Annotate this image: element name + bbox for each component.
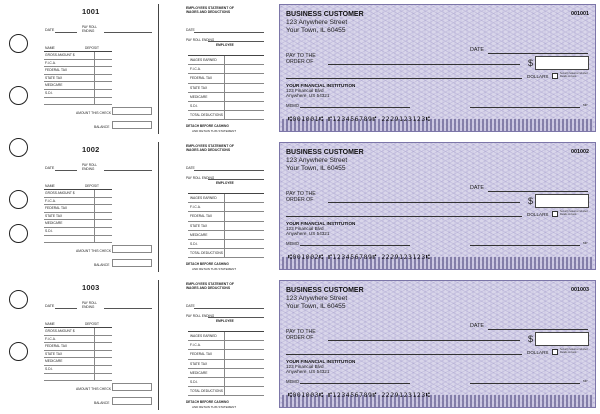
statement-row: MEDICARE [188, 231, 264, 240]
payee-field[interactable] [328, 64, 520, 65]
business-name: BUSINESS CUSTOMER [286, 287, 364, 294]
dollars-label: DOLLARS [527, 74, 549, 79]
statement-row: STATE TAX [188, 360, 264, 369]
business-name: BUSINESS CUSTOMER [286, 11, 364, 18]
statement-row: FEDERAL TAX [188, 350, 264, 359]
stub-payroll-line[interactable] [104, 32, 152, 33]
statement-row: STATE TAX [188, 222, 264, 231]
micr-line: ⑆001003⑆ ⑈123456789⑈ 2229123123⑆ [288, 391, 431, 399]
check-number: 001002 [571, 149, 589, 155]
statement-row: S.D.I. [188, 378, 264, 387]
check-date-field[interactable] [488, 53, 588, 54]
perforation-line [158, 142, 159, 272]
ledger-row: F.I.C.A. [44, 198, 112, 206]
check-date-label: DATE [470, 47, 484, 53]
statement-date-label: DATE [186, 28, 195, 32]
statement-payroll-line[interactable] [208, 41, 264, 42]
binder-hole-icon [9, 342, 28, 361]
stub-balance-box[interactable] [112, 121, 152, 129]
statement-title: EMPLOYEES STATEMENT OF WAGES AND DEDUCTIONS [186, 144, 234, 152]
stub-number: 1002 [82, 145, 100, 154]
ledger-row: F.I.C.A. [44, 336, 112, 344]
ledger-row: STATE TAX [44, 351, 112, 359]
ledger-row: STATE TAX [44, 75, 112, 83]
stub-number: 1001 [82, 7, 100, 16]
stub-amount-label: AMOUNT THIS CHECK [76, 111, 112, 115]
ledger-row: S.D.I. [44, 366, 112, 374]
binder-hole-icon [9, 34, 28, 53]
ledger-row: GROSS AMOUNT $ [44, 328, 112, 336]
memo-field[interactable] [300, 383, 410, 384]
payee-field[interactable] [328, 340, 520, 341]
ledger-row [44, 236, 112, 244]
check-date-label: DATE [470, 323, 484, 329]
dollar-sign: $ [528, 58, 534, 68]
stub-name-label: NAME [45, 184, 55, 188]
retain-label: AND RETAIN THIS STATEMENT [192, 267, 237, 271]
statement-employee-label: EMPLOYEE [216, 181, 234, 185]
stub-date-line[interactable] [55, 32, 77, 33]
statement-row: TOTAL DEDUCTIONS [188, 387, 264, 396]
statement-row: MEDICARE [188, 93, 264, 102]
detach-label: DETACH BEFORE CASHING [186, 124, 229, 128]
stub-payroll-label: PAY ROLL ENDING [82, 163, 97, 171]
ledger-row: FEDERAL TAX [44, 205, 112, 213]
amount-words-field[interactable] [286, 216, 522, 217]
check-date-field[interactable] [488, 191, 588, 192]
statement-row: F.I.C.A. [188, 203, 264, 212]
employee-statement [158, 0, 270, 138]
stub-deposit-label: DEPOSIT [85, 322, 99, 326]
binder-hole-icon [9, 138, 28, 157]
statement-row: F.I.C.A. [188, 65, 264, 74]
stub-payroll-line[interactable] [104, 308, 152, 309]
business-address: 123 Anywhere Street Your Town, IL 60455 [286, 157, 348, 172]
binder-hole-icon [9, 190, 28, 209]
memo-label: MEMO [286, 241, 300, 246]
statement-date-label: DATE [186, 304, 195, 308]
statement-employee-label: EMPLOYEE [216, 43, 234, 47]
stub-amount-label: AMOUNT THIS CHECK [76, 249, 112, 253]
lock-icon [552, 349, 558, 355]
mp-label: MP [583, 103, 588, 107]
ledger-row [44, 374, 112, 382]
stub-payroll-line[interactable] [104, 170, 152, 171]
statement-row: FEDERAL TAX [188, 74, 264, 83]
check-stub [42, 0, 156, 138]
ledger-row: FEDERAL TAX [44, 343, 112, 351]
dollar-sign: $ [528, 334, 534, 344]
signature-field[interactable] [470, 245, 580, 246]
ledger-row: GROSS AMOUNT $ [44, 190, 112, 198]
statement-date-line[interactable] [194, 308, 264, 309]
stub-balance-box[interactable] [112, 397, 152, 405]
stub-amount-label: AMOUNT THIS CHECK [76, 387, 112, 391]
stub-date-line[interactable] [55, 308, 77, 309]
security-features-text: Security features included. Details on back. [560, 72, 589, 78]
stub-deposit-label: DEPOSIT [85, 46, 99, 50]
amount-words-field[interactable] [286, 78, 522, 79]
stub-date-label: DATE [45, 304, 55, 308]
lock-icon [552, 211, 558, 217]
ledger-row: F.I.C.A. [44, 60, 112, 68]
amount-box[interactable] [535, 332, 589, 346]
stub-balance-box[interactable] [112, 259, 152, 267]
statement-payroll-line[interactable] [208, 179, 264, 180]
pay-to-label: PAY TO THE ORDER OF [286, 329, 316, 341]
statement-payroll-line[interactable] [208, 317, 264, 318]
business-address: 123 Anywhere Street Your Town, IL 60455 [286, 295, 348, 310]
stub-ledger-table [44, 51, 112, 105]
stub-date-label: DATE [45, 166, 55, 170]
ledger-row [44, 98, 112, 106]
ledger-row: MEDICARE [44, 220, 112, 228]
binder-hole-icon [9, 86, 28, 105]
bank-name: YOUR FINANCIAL INSTITUTION [286, 359, 356, 364]
stub-ledger-table [44, 189, 112, 243]
ledger-row: S.D.I. [44, 90, 112, 98]
check [279, 280, 596, 408]
business-address: 123 Anywhere Street Your Town, IL 60455 [286, 19, 348, 34]
stub-date-line[interactable] [55, 170, 77, 171]
amount-box[interactable] [535, 56, 589, 70]
ledger-row: S.D.I. [44, 228, 112, 236]
stub-name-label: NAME [45, 46, 55, 50]
stub-amount-box[interactable] [112, 383, 152, 391]
stub-balance-label: BALANCE [94, 263, 110, 267]
memo-field[interactable] [300, 245, 410, 246]
statement-table [188, 55, 264, 120]
statement-row: WAGES EARNED [188, 332, 264, 341]
statement-date-label: DATE [186, 166, 195, 170]
statement-row: STATE TAX [188, 84, 264, 93]
perforation-line [158, 4, 159, 134]
employee-statement [158, 138, 270, 276]
check [279, 4, 596, 132]
memo-label: MEMO [286, 103, 300, 108]
bank-address: 123 Financial Blvd Anywhere, US 54321 [286, 88, 330, 99]
perforation-line [158, 280, 159, 410]
business-name: BUSINESS CUSTOMER [286, 149, 364, 156]
stub-number: 1003 [82, 283, 100, 292]
statement-title: EMPLOYEES STATEMENT OF WAGES AND DEDUCTIONS [186, 282, 234, 290]
pay-to-label: PAY TO THE ORDER OF [286, 191, 316, 203]
statement-payroll-label: PAY ROLL ENDING [186, 176, 215, 180]
check-stub [42, 276, 156, 414]
mp-label: MP [583, 241, 588, 245]
mp-label: MP [583, 379, 588, 383]
binder-hole-icon [9, 290, 28, 309]
statement-row: S.D.I. [188, 240, 264, 249]
stub-balance-label: BALANCE [94, 125, 110, 129]
ledger-row: MEDICARE [44, 358, 112, 366]
statement-row: FEDERAL TAX [188, 212, 264, 221]
stub-date-label: DATE [45, 28, 55, 32]
ledger-row: FEDERAL TAX [44, 67, 112, 75]
statement-employee-label: EMPLOYEE [216, 319, 234, 323]
statement-row: TOTAL DEDUCTIONS [188, 249, 264, 258]
stub-deposit-label: DEPOSIT [85, 184, 99, 188]
check-row-1 [0, 0, 600, 138]
check-number: 001001 [571, 11, 589, 17]
signature-field[interactable] [470, 383, 580, 384]
statement-row: MEDICARE [188, 369, 264, 378]
amount-box[interactable] [535, 194, 589, 208]
memo-field[interactable] [300, 107, 410, 108]
stub-amount-box[interactable] [112, 107, 152, 115]
detach-label: DETACH BEFORE CASHING [186, 400, 229, 404]
statement-row: WAGES EARNED [188, 194, 264, 203]
statement-date-line[interactable] [194, 32, 264, 33]
micr-line: ⑆001002⑆ ⑈123456789⑈ 2229123123⑆ [288, 253, 431, 261]
statement-table [188, 193, 264, 258]
statement-row: S.D.I. [188, 102, 264, 111]
bank-name: YOUR FINANCIAL INSTITUTION [286, 221, 356, 226]
dollars-label: DOLLARS [527, 212, 549, 217]
statement-payroll-label: PAY ROLL ENDING [186, 38, 215, 42]
signature-field[interactable] [470, 107, 580, 108]
statement-date-line[interactable] [194, 170, 264, 171]
statement-row: F.I.C.A. [188, 341, 264, 350]
check-stub [42, 138, 156, 276]
ledger-row: GROSS AMOUNT $ [44, 52, 112, 60]
security-features-text: Security features included. Details on back. [560, 210, 589, 216]
retain-label: AND RETAIN THIS STATEMENT [192, 129, 237, 133]
amount-words-field[interactable] [286, 354, 522, 355]
lock-icon [552, 73, 558, 79]
check-date-field[interactable] [488, 329, 588, 330]
check [279, 142, 596, 270]
statement-row: WAGES EARNED [188, 56, 264, 65]
payee-field[interactable] [328, 202, 520, 203]
statement-row: TOTAL DEDUCTIONS [188, 111, 264, 120]
check-date-label: DATE [470, 185, 484, 191]
stub-balance-label: BALANCE [94, 401, 110, 405]
security-features-text: Security features included. Details on back. [560, 348, 589, 354]
check-row-2 [0, 138, 600, 276]
ledger-row: MEDICARE [44, 82, 112, 90]
stub-name-label: NAME [45, 322, 55, 326]
bank-address: 123 Financial Blvd Anywhere, US 54321 [286, 226, 330, 237]
detach-label: DETACH BEFORE CASHING [186, 262, 229, 266]
pay-to-label: PAY TO THE ORDER OF [286, 53, 316, 65]
statement-title: EMPLOYEES STATEMENT OF WAGES AND DEDUCTIONS [186, 6, 234, 14]
bank-address: 123 Financial Blvd Anywhere, US 54321 [286, 364, 330, 375]
micr-line: ⑆001001⑆ ⑈123456789⑈ 2229123123⑆ [288, 115, 431, 123]
employee-statement [158, 276, 270, 414]
stub-payroll-label: PAY ROLL ENDING [82, 25, 97, 33]
dollar-sign: $ [528, 196, 534, 206]
bank-name: YOUR FINANCIAL INSTITUTION [286, 83, 356, 88]
check-number: 001003 [571, 287, 589, 293]
check-row-3 [0, 276, 600, 414]
memo-label: MEMO [286, 379, 300, 384]
stub-amount-box[interactable] [112, 245, 152, 253]
statement-table [188, 331, 264, 396]
stub-ledger-table [44, 327, 112, 381]
statement-payroll-label: PAY ROLL ENDING [186, 314, 215, 318]
binder-hole-icon [9, 224, 28, 243]
stub-payroll-label: PAY ROLL ENDING [82, 301, 97, 309]
ledger-row: STATE TAX [44, 213, 112, 221]
dollars-label: DOLLARS [527, 350, 549, 355]
retain-label: AND RETAIN THIS STATEMENT [192, 405, 237, 409]
